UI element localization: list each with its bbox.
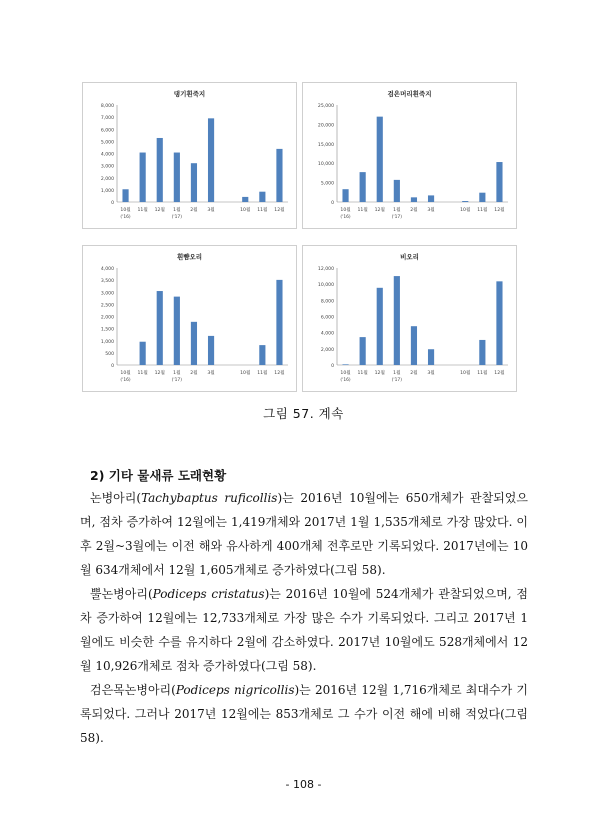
y-tick-label: 3,500 bbox=[100, 279, 114, 285]
chart-title: 검은머리흰죽지 bbox=[387, 90, 432, 98]
year-label: ('16) bbox=[340, 215, 351, 220]
y-tick-label: 5,000 bbox=[100, 140, 114, 146]
y-tick-label: 8,000 bbox=[100, 104, 114, 109]
y-tick-label: 10,000 bbox=[317, 162, 334, 168]
x-tick-label: 11월 bbox=[137, 208, 148, 213]
x-tick-label: 3월 bbox=[427, 208, 435, 213]
bar bbox=[360, 337, 366, 365]
bar bbox=[157, 138, 163, 202]
bar bbox=[174, 153, 180, 202]
x-tick-label: 1월 bbox=[173, 371, 181, 376]
y-tick-label: 4,000 bbox=[320, 331, 334, 337]
bar bbox=[428, 195, 434, 202]
x-tick-label: 11월 bbox=[357, 371, 368, 376]
x-tick-label: 11월 bbox=[257, 208, 268, 213]
bar bbox=[140, 153, 146, 202]
chart-title: 흰뺨오리 bbox=[176, 253, 203, 261]
x-tick-label: 11월 bbox=[357, 208, 368, 213]
y-tick-label: 1,000 bbox=[100, 339, 114, 345]
p1-a: 논병아리( bbox=[90, 491, 142, 505]
y-tick-label: 25,000 bbox=[317, 104, 334, 109]
year-label: ('16) bbox=[120, 215, 131, 220]
section-heading: 2) 기타 물새류 도래현황 bbox=[90, 468, 227, 483]
y-tick-label: 0 bbox=[111, 364, 114, 369]
bar bbox=[191, 322, 197, 365]
y-tick-label: 10,000 bbox=[317, 283, 334, 289]
bar bbox=[479, 193, 485, 202]
page-number: - 108 - bbox=[285, 778, 322, 791]
year-label: ('16) bbox=[120, 378, 131, 383]
bar bbox=[496, 162, 502, 202]
y-tick-label: 6,000 bbox=[320, 315, 334, 321]
bar bbox=[276, 280, 282, 365]
y-tick-label: 2,000 bbox=[100, 315, 114, 321]
p3-b: )는 2016년 12월 1,716개체로 최대수가 기록되었다. 그러나 2017년 12월에는 853개체로 그 수가 이전 해에 비해 적었다(그림 58). bbox=[80, 683, 528, 745]
x-tick-label: 11월 bbox=[137, 371, 148, 376]
bar bbox=[479, 340, 485, 365]
paragraph-1 bbox=[80, 486, 528, 582]
y-tick-label: 0 bbox=[331, 201, 334, 206]
x-tick-label: 1월 bbox=[173, 208, 181, 213]
bar bbox=[191, 163, 197, 202]
bar bbox=[208, 118, 214, 202]
y-tick-label: 4,000 bbox=[100, 267, 114, 272]
y-tick-label: 0 bbox=[111, 201, 114, 206]
y-tick-label: 4,000 bbox=[100, 152, 114, 158]
x-tick-label: 3월 bbox=[427, 371, 435, 376]
bar bbox=[157, 291, 163, 365]
x-tick-label: 10월 bbox=[120, 371, 131, 376]
p1-b: )는 2016년 10월에는 650개체가 관찰되었으며, 점차 증가하여 12월에는 1,419개체와 2017년 1월 1,535개체로 가장 많았다. 이후 2월~3월에는 이전 해와 유사하게 400개체 전후로만 기록되었다. 2017년에는 10월 634개체에서 12월 1,605개체로 증가하였다(그림 58). bbox=[80, 491, 528, 577]
y-tick-label: 0 bbox=[331, 364, 334, 369]
x-tick-label: 2월 bbox=[410, 371, 418, 376]
bar bbox=[394, 180, 400, 202]
bar bbox=[394, 276, 400, 365]
x-tick-label: 11월 bbox=[477, 208, 488, 213]
x-tick-label: 1월 bbox=[393, 371, 401, 376]
x-tick-label: 11월 bbox=[477, 371, 488, 376]
y-tick-label: 7,000 bbox=[100, 116, 114, 122]
y-tick-label: 12,000 bbox=[317, 267, 334, 272]
chart-title: 댕기흰죽지 bbox=[173, 90, 206, 98]
x-tick-label: 10월 bbox=[240, 371, 251, 376]
y-tick-label: 8,000 bbox=[320, 299, 334, 305]
bar bbox=[276, 149, 282, 202]
chart-huinppyam bbox=[82, 245, 297, 392]
paragraph-2 bbox=[80, 582, 528, 678]
x-tick-label: 12월 bbox=[374, 208, 385, 213]
y-tick-label: 2,000 bbox=[100, 176, 114, 182]
bar bbox=[428, 349, 434, 365]
chart-biori bbox=[302, 245, 517, 392]
year-label: ('17) bbox=[391, 378, 402, 383]
x-tick-label: 12월 bbox=[374, 371, 385, 376]
y-tick-label: 6,000 bbox=[100, 128, 114, 134]
x-tick-label: 10월 bbox=[340, 371, 351, 376]
year-label: ('17) bbox=[391, 215, 402, 220]
x-tick-label: 10월 bbox=[240, 208, 251, 213]
chart-geomeunmeori bbox=[302, 82, 517, 229]
p3-a: 검은목논병아리( bbox=[90, 683, 176, 697]
x-tick-label: 2월 bbox=[410, 208, 418, 213]
y-tick-label: 500 bbox=[105, 351, 114, 357]
year-label: ('17) bbox=[171, 378, 182, 383]
chart-svg bbox=[303, 83, 516, 228]
chart-svg bbox=[83, 83, 296, 228]
bar bbox=[411, 197, 417, 202]
x-tick-label: 3월 bbox=[207, 371, 215, 376]
chart-svg bbox=[303, 246, 516, 391]
x-tick-label: 2월 bbox=[190, 208, 198, 213]
y-tick-label: 3,000 bbox=[100, 164, 114, 170]
figure-caption: 그림 57. 계속 bbox=[263, 406, 344, 421]
x-tick-label: 12월 bbox=[154, 371, 165, 376]
bar bbox=[242, 197, 248, 202]
bar bbox=[377, 288, 383, 365]
bar bbox=[140, 342, 146, 365]
y-tick-label: 2,000 bbox=[320, 347, 334, 353]
y-tick-label: 20,000 bbox=[317, 123, 334, 129]
x-tick-label: 10월 bbox=[460, 371, 471, 376]
x-tick-label: 10월 bbox=[120, 208, 131, 213]
bar bbox=[174, 297, 180, 365]
y-tick-label: 1,500 bbox=[100, 327, 114, 333]
p3-sci: Podiceps nigricollis bbox=[175, 683, 295, 697]
y-tick-label: 5,000 bbox=[320, 181, 334, 187]
x-tick-label: 3월 bbox=[207, 208, 215, 213]
bar bbox=[462, 201, 468, 202]
bar bbox=[122, 189, 128, 202]
y-tick-label: 2,500 bbox=[100, 303, 114, 309]
x-tick-label: 10월 bbox=[460, 208, 471, 213]
year-label: ('17) bbox=[171, 215, 182, 220]
bar bbox=[411, 326, 417, 365]
chart-title: 비오리 bbox=[400, 253, 419, 261]
p2-sci: Podiceps cristatus bbox=[152, 587, 265, 601]
bar bbox=[360, 172, 366, 202]
bar bbox=[342, 189, 348, 202]
x-tick-label: 12월 bbox=[274, 371, 285, 376]
bar bbox=[342, 364, 348, 365]
chart-daenggi bbox=[82, 82, 297, 229]
p1-sci: Tachybaptus ruficollis bbox=[141, 491, 278, 505]
bar bbox=[496, 281, 502, 365]
x-tick-label: 10월 bbox=[340, 208, 351, 213]
y-tick-label: 15,000 bbox=[317, 142, 334, 148]
p2-b: )는 2016년 10월에 524개체가 관찰되었으며, 점차 증가하여 12월에는 12,733개체로 가장 많은 수가 기록되었다. 그리고 2017년 1월에도 비슷한 수를 유지하다 2월에 감소하였다. 2017년 10월에도 528개체에서 12월 10,926개체로 점차 증가하였다(그림 58). bbox=[80, 587, 528, 673]
x-tick-label: 12월 bbox=[494, 371, 505, 376]
x-tick-label: 12월 bbox=[274, 208, 285, 213]
paragraph-3 bbox=[80, 678, 528, 750]
x-tick-label: 11월 bbox=[257, 371, 268, 376]
x-tick-label: 12월 bbox=[154, 208, 165, 213]
x-tick-label: 12월 bbox=[494, 208, 505, 213]
x-tick-label: 2월 bbox=[190, 371, 198, 376]
chart-svg bbox=[83, 246, 296, 391]
x-tick-label: 1월 bbox=[393, 208, 401, 213]
bar bbox=[208, 336, 214, 365]
bar bbox=[259, 345, 265, 365]
y-tick-label: 1,000 bbox=[100, 188, 114, 194]
y-tick-label: 3,000 bbox=[100, 291, 114, 297]
p2-a: 뿔논병아리( bbox=[90, 587, 153, 601]
bar bbox=[259, 192, 265, 202]
year-label: ('16) bbox=[340, 378, 351, 383]
bar bbox=[377, 117, 383, 202]
